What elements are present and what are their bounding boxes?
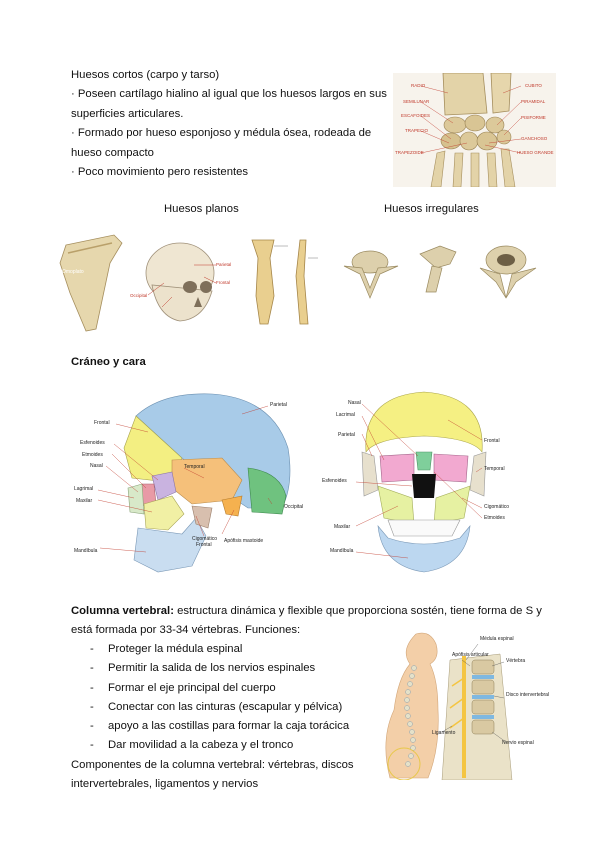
- lateral-skull-diagram: [72, 388, 308, 576]
- frontal-skull-label: Temporal: [484, 466, 505, 472]
- skull-face-heading: Cráneo y cara: [71, 356, 146, 368]
- spine-label: Disco intervertebral: [506, 692, 550, 698]
- lateral-skull-label: Apófisis mastoide: [224, 538, 264, 544]
- lateral-skull-label: Cigomático: [192, 536, 218, 542]
- list-item: - Formar el eje principal del cuerpo: [90, 679, 380, 698]
- short-bones-line-3: · Formado por hueso esponjoso y médula ósea, rodeada de: [71, 127, 372, 140]
- short-bones-line-4: hueso compacto: [71, 146, 154, 159]
- small-skull-illustration: [128, 235, 232, 329]
- spine-label: Vértebra: [506, 658, 526, 664]
- list-item: - Permitir la salida de los nervios espinales: [90, 659, 380, 678]
- lateral-skull-label: Parietal: [270, 402, 287, 408]
- lateral-skull-label: Maxilar: [76, 498, 93, 504]
- spine-label: Ligamento: [432, 730, 456, 736]
- hand-label: PISIFORME: [521, 115, 546, 120]
- spine-components-line-2: intervertebrales, ligamentos y nervios: [71, 778, 259, 791]
- vertebrae-illustration: [340, 238, 546, 300]
- hand-label: TRAPEZOIDE: [395, 150, 424, 155]
- small-skull-label: Parietal: [216, 262, 232, 267]
- small-skull-label: Frontal: [216, 280, 231, 285]
- spine-label: Nervio espinal: [502, 740, 534, 746]
- frontal-skull-label: Parietal: [338, 432, 355, 438]
- frontal-skull-diagram: [322, 386, 532, 576]
- spine-label: Médula espinal: [480, 636, 514, 642]
- lateral-skull-label: Mandíbula: [74, 548, 98, 554]
- irregular-bones-heading: Huesos irregulares: [384, 203, 479, 215]
- hand-label: RADIO: [411, 83, 426, 88]
- lateral-skull-label: Occipital: [284, 504, 304, 510]
- short-bones-line-1: · Poseen cartílago hialino al igual que los huesos largos en sus: [71, 88, 387, 101]
- spine-functions-list: [90, 640, 380, 756]
- frontal-skull-label: Cigomático: [484, 504, 510, 510]
- list-item: - Conectar con las cinturas (escapular y pélvica): [90, 698, 380, 717]
- hand-label: TRAPECIO: [405, 128, 429, 133]
- spine-heading: Columna vertebral:: [71, 605, 174, 617]
- frontal-skull-label: Mandíbula: [330, 548, 354, 554]
- carpal-bones-illustration: [393, 73, 556, 187]
- list-item: - Dar movilidad a la cabeza y el tronco: [90, 736, 380, 755]
- lateral-skull-label: Temporal: [184, 464, 205, 470]
- list-item: - apoyo a las costillas para formar la caja torácica: [90, 717, 380, 736]
- lateral-skull-label: Lagrimal: [74, 486, 94, 492]
- sternum-illustration: [244, 236, 324, 328]
- hand-label: SEMILUNAR: [403, 99, 430, 104]
- list-item: - Proteger la médula espinal: [90, 640, 380, 659]
- short-bones-line-5: · Poco movimiento pero resistentes: [71, 166, 249, 179]
- scapula-label: Omoplato: [62, 269, 84, 275]
- spine-intro-text: estructura dinámica y flexible que proporciona sostén, tiene forma de S y: [173, 605, 542, 617]
- scapula-illustration: [56, 233, 128, 333]
- lateral-skull-label: Esfenoides: [80, 440, 105, 446]
- short-bones-title: Huesos cortos (carpo y tarso): [71, 69, 220, 81]
- spine-illustration: [380, 630, 548, 780]
- hand-label: GANCHOSO: [521, 136, 548, 141]
- frontal-skull-label: Frontal: [484, 438, 500, 444]
- frontal-skull-label: Nasal: [348, 400, 361, 406]
- frontal-skull-label: Lacrimal: [336, 412, 355, 418]
- spine-label: Apófisis articular: [452, 652, 489, 658]
- hand-label: HUESO GRANDE: [517, 150, 554, 155]
- hand-label: CUBITO: [525, 83, 542, 88]
- small-skull-label: Occipital: [130, 293, 148, 298]
- short-bones-block: [71, 66, 391, 182]
- spine-intro-2: está formada por 33-34 vértebras. Funciones:: [71, 624, 301, 636]
- lateral-skull-label: Etmoides: [82, 452, 103, 458]
- frontal-skull-label: Maxilar: [334, 524, 351, 530]
- lateral-skull-label: Frontal: [94, 420, 110, 426]
- spine-components-line-1: Componentes de la columna vertebral: vértebras, discos: [71, 759, 354, 771]
- spine-intro: [71, 602, 541, 621]
- frontal-skull-label: Etmoides: [484, 515, 505, 521]
- frontal-skull-label: Esfenoides: [322, 478, 347, 484]
- hand-label: ESCAFOIDES: [401, 113, 431, 118]
- spine-components: [71, 756, 371, 795]
- short-bones-line-2: superficies articulares.: [71, 107, 184, 120]
- flat-bones-heading: Huesos planos: [164, 203, 239, 215]
- lateral-skull-label: Frontal: [196, 542, 212, 548]
- hand-label: PIRAMIDAL: [521, 99, 546, 104]
- lateral-skull-label: Nasal: [90, 463, 103, 469]
